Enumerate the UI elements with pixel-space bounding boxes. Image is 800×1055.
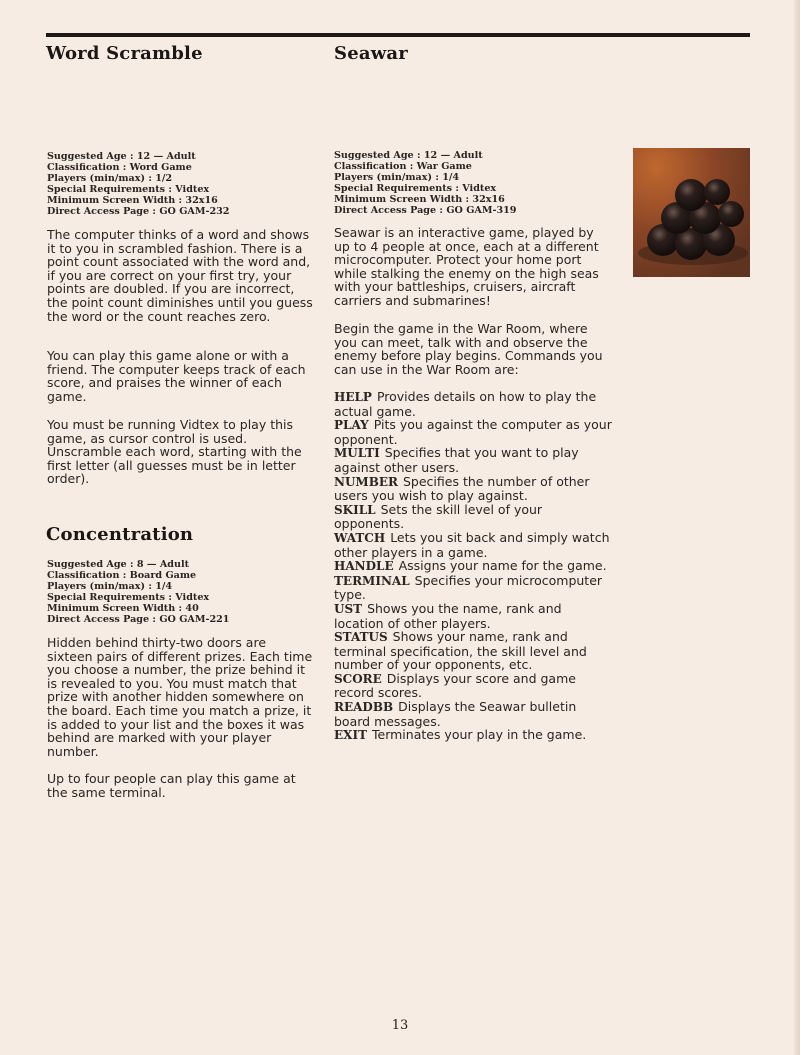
word-scramble-title: Word Scramble bbox=[46, 43, 203, 64]
spec-row: Special Requirements : Vidtex bbox=[47, 592, 210, 603]
seawar-specs bbox=[334, 150, 516, 216]
command-name: NUMBER bbox=[334, 474, 398, 489]
seawar-command-list bbox=[334, 390, 614, 743]
command-name: TERMINAL bbox=[334, 573, 410, 588]
command-item bbox=[334, 630, 614, 672]
command-item bbox=[334, 503, 614, 531]
top-rule bbox=[46, 33, 750, 37]
word-scramble-paragraph: You can play this game alone or with a friend. The computer keeps track of each score, and praises the winner of each game. bbox=[47, 348, 306, 404]
spec-row: Minimum Screen Width : 32x16 bbox=[47, 195, 218, 206]
command-item bbox=[334, 728, 614, 743]
concentration-paragraph: Up to four people can play this game at the same terminal. bbox=[47, 771, 296, 800]
concentration-title: Concentration bbox=[46, 524, 194, 545]
spec-row: Direct Access Page : GO GAM-232 bbox=[47, 206, 230, 217]
word-scramble-paragraph: The computer thinks of a word and shows it to you in scrambled fashion. There is a point count associated with the word and, if you are correct on your first try, your points are doubled. If you are incorrect, the point count diminishes until you guess the word or the count reaches zero. bbox=[47, 227, 313, 324]
command-description: Shows your name, rank and terminal specification, the skill level and number of your opponents, etc. bbox=[334, 629, 587, 673]
command-name: HANDLE bbox=[334, 559, 394, 574]
command-name: SKILL bbox=[334, 502, 376, 517]
page-edge bbox=[794, 0, 800, 1055]
command-description: Displays the Seawar bulletin board messages. bbox=[334, 699, 577, 729]
command-name: READBB bbox=[334, 700, 394, 715]
spec-row: Direct Access Page : GO GAM-221 bbox=[47, 614, 230, 625]
command-item bbox=[334, 475, 614, 503]
spec-row: Minimum Screen Width : 40 bbox=[47, 603, 199, 614]
command-item bbox=[334, 574, 614, 602]
spec-row: Classification : Word Game bbox=[47, 162, 192, 173]
spec-row: Classification : Board Game bbox=[47, 570, 197, 581]
command-item bbox=[334, 418, 614, 446]
command-description: Shows you the name, rank and location of other players. bbox=[334, 600, 562, 631]
spec-row: Direct Access Page : GO GAM-319 bbox=[334, 205, 517, 216]
spec-row: Players (min/max) : 1/4 bbox=[334, 172, 460, 183]
command-description: Specifies that you want to play against other users. bbox=[334, 445, 579, 475]
command-item bbox=[334, 446, 614, 474]
command-item bbox=[334, 390, 614, 418]
spec-row: Suggested Age : 12 — Adult bbox=[334, 150, 483, 161]
command-item bbox=[334, 531, 614, 559]
spec-row: Special Requirements : Vidtex bbox=[334, 183, 497, 194]
command-item bbox=[334, 672, 614, 700]
command-description: Specifies your microcomputer type. bbox=[334, 572, 603, 603]
concentration-specs bbox=[47, 559, 229, 625]
word-scramble-specs bbox=[47, 151, 229, 217]
spec-row: Suggested Age : 8 — Adult bbox=[47, 559, 190, 570]
command-description: Terminates your play in the game. bbox=[372, 727, 587, 743]
command-name: STATUS bbox=[334, 630, 388, 645]
command-description: Lets you sit back and simply watch other players in a game. bbox=[334, 529, 610, 560]
command-description: Displays your score and game record scores. bbox=[334, 670, 576, 701]
command-name: HELP bbox=[334, 390, 372, 404]
seawar-paragraph: Begin the game in the War Room, where you can meet, talk with and observe the enemy before play begins. Commands you can use in the War Room are: bbox=[334, 321, 603, 377]
cannonball-illustration bbox=[633, 148, 750, 277]
spec-row: Classification : War Game bbox=[334, 161, 472, 172]
command-name: SCORE bbox=[334, 671, 382, 686]
seawar-paragraph: Seawar is an interactive game, played by up to 4 people at once, each at a different microcomputer. Protect your home port while stalking the enemy on the high seas with your battleships, cruisers, aircraft carriers and submarines! bbox=[334, 225, 599, 308]
command-description: Specifies the number of other users you wish to play against. bbox=[334, 473, 590, 504]
command-description: Provides details on how to play the actual game. bbox=[334, 389, 597, 419]
command-name: UST bbox=[334, 601, 363, 616]
page-number: 13 bbox=[391, 1018, 409, 1033]
spec-row: Minimum Screen Width : 32x16 bbox=[334, 194, 505, 205]
command-item bbox=[334, 700, 614, 728]
command-description: Sets the skill level of your opponents. bbox=[334, 501, 543, 532]
command-item bbox=[334, 559, 614, 574]
command-name: WATCH bbox=[334, 530, 386, 545]
concentration-paragraph: Hidden behind thirty-two doors are sixteen pairs of different prizes. Each time you choose a number, the prize behind it is revealed to you. You must match that prize with another hidden somewhere on the board. Each time you match a prize, it is added to your list and the boxes it was behind are marked with your player number. bbox=[47, 635, 313, 759]
seawar-title: Seawar bbox=[334, 43, 408, 64]
command-description: Assigns your name for the game. bbox=[398, 558, 607, 574]
command-name: EXIT bbox=[334, 728, 367, 743]
command-description: Pits you against the computer as your opponent. bbox=[334, 417, 612, 447]
word-scramble-paragraph: You must be running Vidtex to play this game, as cursor control is used. Unscramble each word, starting with the first letter (all guesses must be in letter order). bbox=[47, 417, 302, 487]
command-item bbox=[334, 602, 614, 630]
command-name: PLAY bbox=[334, 418, 369, 433]
cannonball-pile-icon bbox=[633, 148, 750, 277]
command-name: MULTI bbox=[334, 446, 380, 461]
spec-row: Players (min/max) : 1/2 bbox=[47, 173, 173, 184]
spec-row: Special Requirements : Vidtex bbox=[47, 184, 210, 195]
spec-row: Players (min/max) : 1/4 bbox=[47, 581, 173, 592]
spec-row: Suggested Age : 12 — Adult bbox=[47, 151, 196, 162]
